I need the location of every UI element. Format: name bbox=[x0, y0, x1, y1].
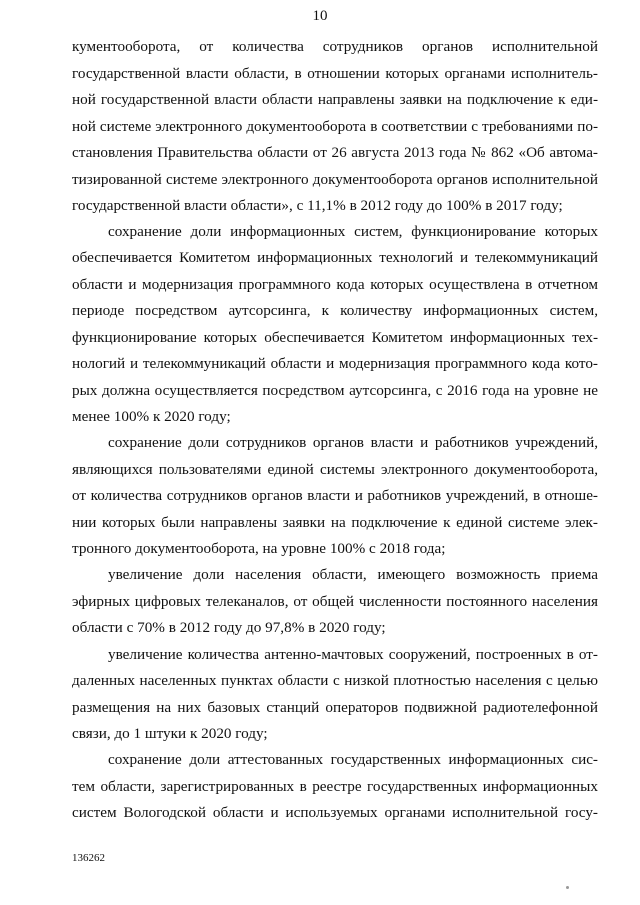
text-line: государственной власти области, в отношении которых органами исполнитель- bbox=[72, 65, 598, 82]
text-line: от количества сотрудников органов власти и работников учреждений, в отноше- bbox=[72, 487, 598, 504]
text-line: тронного документооборота, на уровне 100% с 2018 года; bbox=[72, 540, 446, 557]
text-line: сохранение доли аттестованных государственных информационных сис- bbox=[108, 751, 598, 768]
text-line: связи, до 1 штуки к 2020 году; bbox=[72, 725, 268, 742]
text-line: периоде посредством аутсорсинга, к количеству информационных систем, bbox=[72, 302, 598, 319]
text-line: области и модернизация программного кода которых осуществлена в отчетном bbox=[72, 276, 598, 293]
text-line: тем области, зарегистрированных в реестре государственных информационных bbox=[72, 778, 598, 795]
text-line: нии которых были направлены заявки на подключение к единой системе элек- bbox=[72, 514, 598, 531]
text-line: государственной власти области», с 11,1% в 2012 году до 100% в 2017 году; bbox=[72, 197, 563, 214]
text-line: становления Правительства области от 26 августа 2013 года № 862 «Об автома- bbox=[72, 144, 598, 161]
text-line: увеличение доли населения области, имеющего возможность приема bbox=[108, 566, 598, 583]
text-line: ной системе электронного документооборота в соответствии с требованиями по- bbox=[72, 118, 598, 135]
text-line: области с 70% в 2012 году до 97,8% в 2020 году; bbox=[72, 619, 386, 636]
text-line: увеличение количества антенно-мачтовых сооружений, построенных в от- bbox=[108, 646, 598, 663]
text-line: тизированной системе электронного документооборота органов исполнительной bbox=[72, 171, 598, 188]
text-line: менее 100% к 2020 году; bbox=[72, 408, 231, 425]
text-line: обеспечивается Комитетом информационных технологий и телекоммуникаций bbox=[72, 249, 598, 266]
text-line: нологий и телекоммуникаций области и модернизация программного кода кото- bbox=[72, 355, 598, 372]
text-line: ной государственной власти области направлены заявки на подключение к еди- bbox=[72, 91, 598, 108]
page-number: 10 bbox=[312, 8, 328, 24]
scan-speck bbox=[566, 886, 569, 889]
text-line: систем Вологодской области и используемых органами исполнительной госу- bbox=[72, 804, 598, 821]
text-line: кументооборота, от количества сотрудников органов исполнительной bbox=[72, 38, 598, 55]
text-line: сохранение доли сотрудников органов власти и работников учреждений, bbox=[108, 434, 598, 451]
document-code: 136262 bbox=[72, 852, 105, 864]
text-line: эфирных цифровых телеканалов, от общей численности постоянного населения bbox=[72, 593, 598, 610]
text-line: размещения на них базовых станций операторов подвижной радиотелефонной bbox=[72, 699, 598, 716]
text-line: сохранение доли информационных систем, функционирование которых bbox=[108, 223, 598, 240]
text-line: функционирование которых обеспечивается Комитетом информационных тех- bbox=[72, 329, 598, 346]
text-line: даленных населенных пунктах области с низкой плотностью населения с целью bbox=[72, 672, 598, 689]
text-line: являющихся пользователями единой системы электронного документооборота, bbox=[72, 461, 598, 478]
text-line: рых должна осуществляется посредством аутсорсинга, с 2016 года на уровне не bbox=[72, 382, 598, 399]
